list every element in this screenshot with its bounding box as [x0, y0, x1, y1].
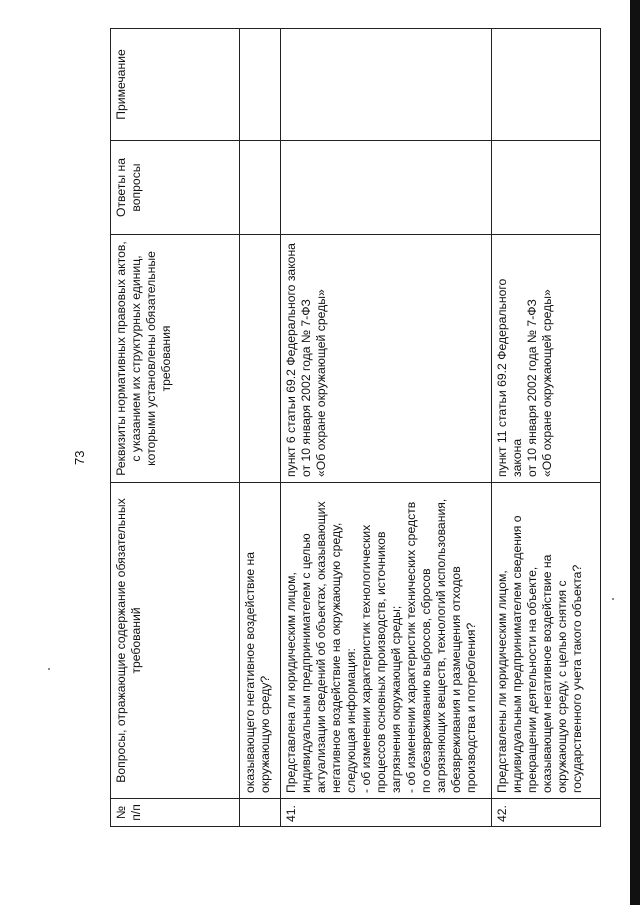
cell-notes	[281, 29, 492, 141]
table-header-row	[111, 29, 240, 827]
cell-notes	[492, 29, 601, 141]
question-line: оказывающем негативное воздействие на	[540, 554, 554, 793]
requisites-line: пункт 6 статьи 69.2 Федерального закона	[284, 243, 298, 477]
cell-num	[240, 799, 281, 827]
question-line: Представлена ли юридическим лицом,	[284, 572, 298, 793]
question-line: прекращении деятельности на объекте,	[525, 566, 539, 793]
table-row	[492, 29, 601, 827]
requisites-line: «Об охране окружающей среды»	[314, 289, 328, 477]
cell-question	[492, 483, 601, 799]
question-line: производства и потребления?	[464, 622, 478, 793]
cell-requisites	[281, 235, 492, 483]
cell-answers	[240, 141, 281, 235]
requisites-line: от 10 января 2002 года № 7-ФЗ	[299, 299, 313, 477]
requirements-table	[110, 28, 601, 827]
question-line: актуализации сведений об объектах, оказывающих	[314, 501, 328, 793]
cell-answers	[281, 141, 492, 235]
question-line: процессов основных производств, источников	[374, 531, 388, 793]
cell-requisites	[492, 235, 601, 483]
cell-num: 42.	[492, 799, 601, 827]
question-line: Представлены ли юридическим лицом,	[495, 570, 509, 793]
scan-speck	[48, 668, 50, 670]
question-line: следующая информация:	[344, 648, 358, 793]
requisites-line: «Об охране окружающей среды»	[540, 289, 554, 477]
cell-question: оказывающего негативное воздействие на окружающую среду?	[240, 483, 281, 799]
header-requisites: Реквизиты нормативных правовых актов, с указанием их структурных единиц, которыми установлены обязательные требования	[111, 235, 240, 483]
question-line: - об изменении характеристик технических средств	[404, 501, 418, 793]
requisites-line: пункт 11 статьи 69.2 Федерального закона	[495, 278, 524, 477]
cell-requisites	[240, 235, 281, 483]
scan-speck	[612, 598, 614, 600]
cell-notes	[240, 29, 281, 141]
requisites-line: от 10 января 2002 года № 7-ФЗ	[525, 299, 539, 477]
header-num: № п/п	[111, 799, 240, 827]
question-line: окружающую среду, с целью снятия с	[555, 580, 569, 793]
header-answers: Ответы на вопросы	[111, 141, 240, 235]
question-line: государственного учета такого объекта?	[570, 564, 584, 793]
question-line: негативное воздействие на окружающую среду,	[329, 522, 343, 793]
cell-answers	[492, 141, 601, 235]
question-line: загрязняющих веществ, технологий использования,	[434, 498, 448, 793]
page-number: 73	[72, 450, 87, 465]
question-line: обезвреживания и размещения отходов	[449, 566, 463, 793]
header-questions: Вопросы, отражающие содержание обязательных требований	[111, 483, 240, 799]
table-row-continuation	[240, 29, 281, 827]
question-line: по обезвреживанию выбросов, сбросов	[419, 568, 433, 793]
question-line: индивидуальным предпринимателем с целью	[299, 533, 313, 793]
question-line: индивидуальным предпринимателем сведения о	[510, 515, 524, 793]
cell-num: 41.	[281, 799, 492, 827]
question-line: загрязнения окружающей среды;	[389, 605, 403, 793]
scan-edge-bar	[630, 0, 640, 905]
table-row	[281, 29, 492, 827]
question-line: - об изменении характеристик технологических	[359, 524, 373, 793]
header-notes: Примечание	[111, 29, 240, 141]
cell-question	[281, 483, 492, 799]
